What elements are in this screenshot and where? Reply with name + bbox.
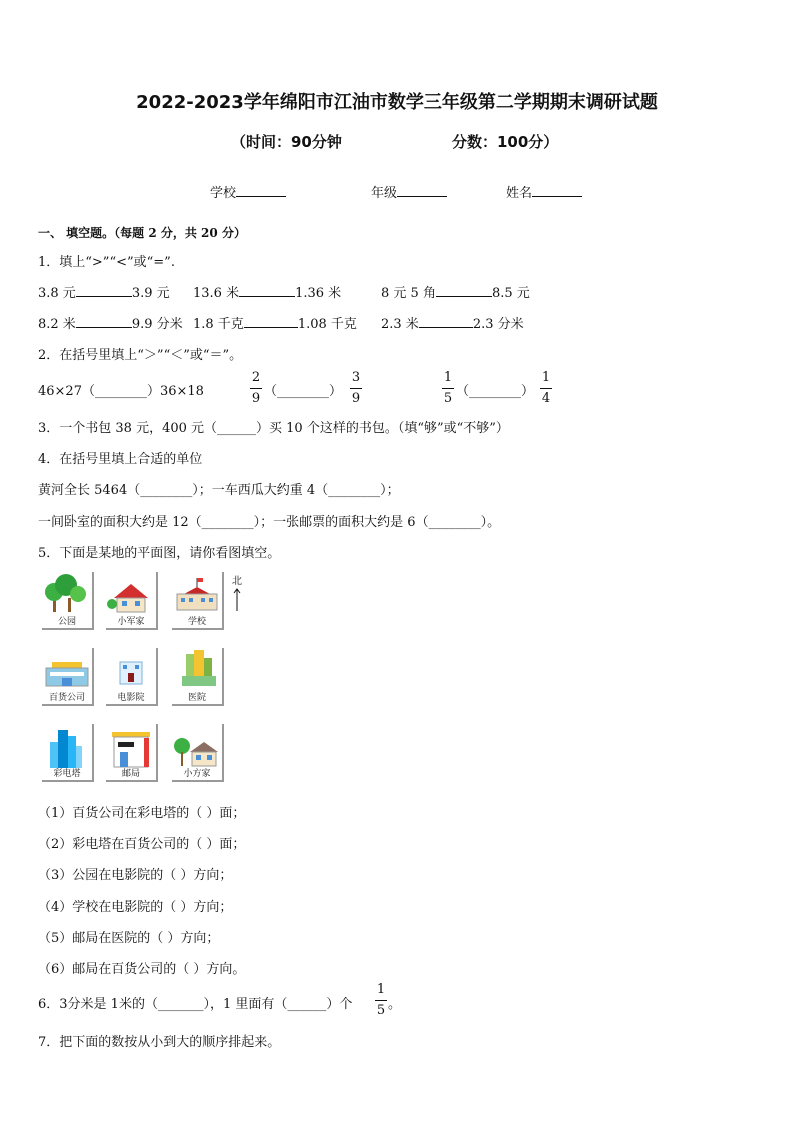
name-label: 姓名: [506, 186, 533, 201]
q5-item-5: （5）邮局在医院的（ ）方向；: [38, 931, 220, 946]
q6-fraction-1-5: 1 5: [376, 982, 386, 1018]
section-heading: 一、 填空题。（每题 2 分，共 20 分）: [38, 226, 246, 240]
exam-time: （时间：90分钟: [231, 133, 342, 151]
q2-fraction-2-9: 2 9: [251, 370, 261, 406]
q5-item-1: （1）百货公司在彩电塔的（ ）面；: [38, 806, 246, 821]
map-cell-school: [172, 572, 224, 630]
map-label-post-office: 邮局: [121, 769, 140, 779]
house-icon: [172, 724, 222, 772]
q5-item-2: （2）彩电塔在百货公司的（ ）面；: [38, 837, 246, 852]
map-label-park: 公园: [57, 617, 76, 627]
q1-row1-item3: 8 元 5 角 8.5 元: [381, 282, 530, 301]
map-cell-hospital: [172, 648, 224, 706]
page-title: 2022-2023学年绵阳市江油市数学三年级第二学期期末调研试题: [136, 92, 658, 113]
q1-row1-item2: 13.6 米 1.36 米: [193, 282, 341, 301]
q5-stem: 5．下面是某地的平面图，请你看图填空。: [38, 546, 281, 561]
grade-field: [371, 182, 447, 201]
q2-stem: 2．在括号里填上“＞”“＜”或“＝”。: [38, 348, 243, 363]
q2-fraction-1-4: 1 4: [541, 370, 551, 406]
map-cell-cinema: [106, 648, 158, 706]
grade-label: 年级: [371, 186, 398, 201]
q6-end: 。: [388, 997, 402, 1012]
post-office-icon: [106, 724, 156, 772]
q1-stem: 1．填上“>”“<”或“=”.: [38, 255, 175, 270]
q1-row1-item1: 3.8 元 3.9 元: [38, 282, 170, 301]
name-field: [506, 182, 582, 201]
house-icon: [106, 572, 156, 616]
q1-row2-item2: 1.8 千克 1.08 千克: [193, 313, 357, 332]
q2-paren-2: （________）: [456, 384, 535, 399]
q5-item-6: （6）邮局在百货公司的（ ）方向。: [38, 962, 246, 977]
arrow-up-icon: [232, 587, 242, 611]
q5-item-3: （3）公园在电影院的（ ）方向；: [38, 868, 233, 883]
q2-fraction-1-5: 1 5: [443, 370, 453, 406]
q3-text: 3．一个书包 38 元，400 元（______）买 10 个这样的书包。（填“够”或“不够”）: [38, 421, 509, 436]
school-field: [210, 182, 286, 201]
north-label: 北: [232, 576, 242, 587]
cinema-icon: [106, 648, 156, 692]
exam-score: 分数：100分）: [452, 133, 559, 151]
map-label-hospital: 医院: [187, 693, 206, 703]
map-cell-post-office: [106, 724, 158, 782]
map-label-xiaofang-home: 小方家: [183, 769, 211, 779]
map-label-department-store: 百货公司: [48, 693, 85, 703]
map-label-xiaojun-home: 小军家: [117, 617, 145, 627]
q2-paren-1: （________）: [264, 384, 343, 399]
map-label-tv-tower: 彩电塔: [53, 769, 81, 779]
north-arrow: [232, 572, 242, 614]
q2-fraction-3-9: 3 9: [351, 370, 361, 406]
q1-row2-item1: 8.2 米 9.9 分米: [38, 313, 183, 332]
map-cell-xiaojun-home: [106, 572, 158, 630]
park-trees-icon: [42, 572, 92, 616]
map-label-cinema: 电影院: [117, 693, 145, 703]
town-map: [42, 572, 242, 784]
school-label: 学校: [210, 186, 237, 201]
map-cell-park: [42, 572, 94, 630]
q6-text: 6．3分米是 1米的（_______），1 里面有（______）个: [38, 997, 353, 1012]
store-icon: [42, 648, 92, 692]
map-cell-tv-tower: [42, 724, 94, 782]
q1-row2-item3: 2.3 米 2.3 分米: [381, 313, 524, 332]
school-building-icon: [172, 572, 222, 616]
tv-tower-icon: [42, 724, 92, 772]
map-cell-xiaofang-home: [172, 724, 224, 782]
q5-item-4: （4）学校在电影院的（ ）方向；: [38, 900, 233, 915]
q7-text: 7．把下面的数按从小到大的顺序排起来。: [38, 1035, 281, 1050]
q2-item1: 46×27（________）36×18: [38, 384, 204, 399]
map-cell-department-store: [42, 648, 94, 706]
q4-stem: 4．在括号里填上合适的单位: [38, 452, 203, 467]
map-label-school: 学校: [187, 617, 206, 627]
hospital-icon: [172, 648, 222, 692]
q4-line1: 黄河全长 5464（________）；一车西瓜大约重 4（________）；: [38, 483, 400, 498]
q4-line2: 一间卧室的面积大约是 12（________）；一张邮票的面积大约是 6（________）。: [38, 515, 501, 530]
